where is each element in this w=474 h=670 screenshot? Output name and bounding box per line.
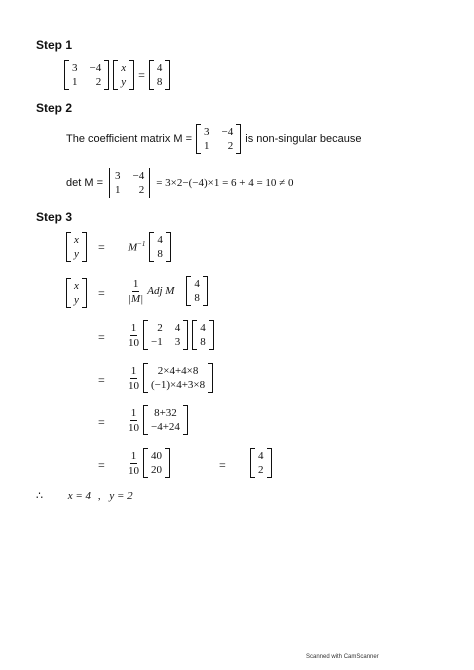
equals-1: = bbox=[98, 240, 105, 254]
coefficient-statement: The coefficient matrix M = 3 −4 1 2 is non-singular because bbox=[66, 126, 362, 152]
solution-vector: 4 2 bbox=[250, 448, 272, 478]
equals-sign: = bbox=[138, 67, 145, 82]
simplified-product: $\frac{1}{10}$ 8+32 −4+24 bbox=[128, 405, 188, 435]
step1-heading: Step 1 bbox=[36, 38, 73, 52]
scanner-watermark: Scanned with CamScanner bbox=[306, 654, 379, 660]
therefore-symbol: ∴ bbox=[36, 490, 43, 502]
determinant-line: det M = 3 −4 1 2 = 3×2−(−4)×1 = 6 + 4 = 10 ≠ 0 bbox=[66, 170, 294, 196]
equals-2: = bbox=[98, 286, 105, 300]
y-value: y = 2 bbox=[109, 490, 133, 502]
final-product: $\frac{1}{10}$ 40 20 bbox=[128, 448, 170, 478]
expanded-product: $\frac{1}{10}$ 2×4+4×8 (−1)×4+3×8 bbox=[128, 363, 213, 393]
equals-6: = bbox=[98, 458, 105, 472]
inverse-product: $M^{-1}$ 4 8 bbox=[128, 232, 171, 262]
variable-vector-2: x y bbox=[66, 278, 87, 308]
adjoint-expression: $\frac{1}{|M|}$ Adj M 4 8 bbox=[128, 276, 208, 306]
constant-vector: 4 8 bbox=[149, 60, 171, 90]
step1-equation bbox=[64, 60, 170, 90]
equals-7: = bbox=[219, 458, 226, 472]
step2-heading: Step 2 bbox=[36, 101, 73, 115]
variable-vector-1: x y bbox=[66, 232, 87, 262]
x-value: x = 4 bbox=[67, 490, 92, 502]
equals-4: = bbox=[98, 373, 105, 387]
conclusion: ∴ x = 4 , y = 2 bbox=[36, 490, 133, 502]
step3-heading: Step 3 bbox=[36, 210, 73, 224]
coefficient-matrix: 3 −4 1 2 bbox=[64, 60, 109, 90]
variable-vector: x y bbox=[113, 60, 134, 90]
equals-3: = bbox=[98, 330, 105, 344]
determinant-bars: 3 −4 1 2 bbox=[107, 168, 152, 198]
matrix-m: 3 −4 1 2 bbox=[196, 124, 241, 154]
equals-5: = bbox=[98, 415, 105, 429]
adjoint-product: $\frac{1}{10}$ 2 4 −1 3 4 8 bbox=[128, 320, 214, 350]
